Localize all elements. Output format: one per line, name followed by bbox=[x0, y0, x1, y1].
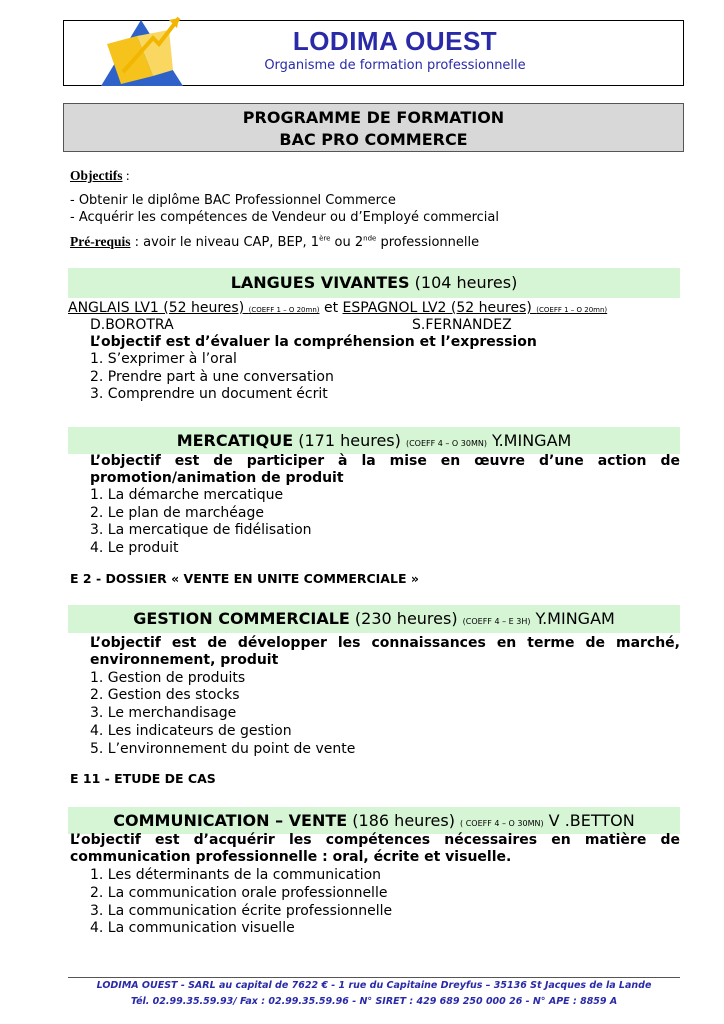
list-item: 4. La communication visuelle bbox=[90, 920, 295, 936]
prerequis-line: Pré-requis : avoir le niveau CAP, BEP, 1ère ou 2nde professionnelle bbox=[70, 234, 480, 250]
list-item: 1. La démarche mercatique bbox=[90, 487, 284, 503]
section-gestion-commerciale: GESTION COMMERCIALE (230 heures) (COEFF 4 – E 3H) Y.MINGAM bbox=[68, 605, 680, 633]
programme-subtitle: BAC PRO COMMERCE bbox=[279, 130, 468, 149]
list-item: 2. La communication orale professionnelle bbox=[90, 885, 388, 901]
list-item: 4. Les indicateurs de gestion bbox=[90, 723, 292, 739]
list-item: 3. Le merchandisage bbox=[90, 705, 237, 721]
list-item: 1. Gestion de produits bbox=[90, 670, 246, 686]
langues-objective: L’objectif est d’évaluer la compréhension et l’expression bbox=[90, 334, 537, 350]
section-mercatique: MERCATIQUE (171 heures) (COEFF 4 – O 30MN) Y.MINGAM bbox=[68, 427, 680, 454]
list-item: 3. La mercatique de fidélisation bbox=[90, 522, 312, 538]
objectif-item: - Obtenir le diplôme BAC Professionnel Commerce bbox=[70, 193, 396, 208]
langues-courses: ANGLAIS LV1 (52 heures) (COEFF 1 – O 20mn) et ESPAGNOL LV2 (52 heures) (COEFF 1 – O 20mn) bbox=[68, 300, 608, 316]
footer-address: LODIMA OUEST - SARL au capital de 7622 € - 1 rue du Capitaine Dreyfus – 35136 St Jacques de la Lande bbox=[96, 980, 652, 991]
list-item: 1. Les déterminants de la communication bbox=[90, 867, 382, 883]
teacher-name: S.FERNANDEZ bbox=[412, 317, 512, 333]
brand-title: LODIMA OUEST bbox=[292, 26, 498, 56]
exam-heading-e2: E 2 - DOSSIER « VENTE EN UNITE COMMERCIALE » bbox=[70, 571, 419, 586]
brand-tagline: Organisme de formation professionnelle bbox=[264, 58, 526, 73]
logo-icon bbox=[93, 14, 191, 86]
gestion-objective: L’objectif est de développer les connaissances en terme de marché, environnement, produit bbox=[90, 635, 680, 668]
programme-title: PROGRAMME DE FORMATION bbox=[242, 108, 505, 127]
objectifs-heading: Objectifs : bbox=[70, 168, 130, 183]
mercatique-objective: L’objectif est de participer à la mise en œuvre d’une action de promotion/animation de produit bbox=[90, 453, 680, 486]
section-langues-vivantes: LANGUES VIVANTES (104 heures) bbox=[68, 268, 680, 298]
objectif-item: - Acquérir les compétences de Vendeur ou d’Employé commercial bbox=[70, 210, 499, 225]
exam-heading-e11: E 11 - ETUDE DE CAS bbox=[70, 771, 216, 786]
section-communication-vente: COMMUNICATION – VENTE (186 heures) ( COEFF 4 – O 30MN) V .BETTON bbox=[68, 807, 680, 834]
list-item: 2. Le plan de marchéage bbox=[90, 505, 264, 521]
list-item: 1. S’exprimer à l’oral bbox=[90, 351, 237, 367]
footer-contact: Tél. 02.99.35.59.93/ Fax : 02.99.35.59.96 - N° SIRET : 429 689 250 000 26 - N° APE : 8859 A bbox=[130, 996, 618, 1007]
list-item: 2. Prendre part à une conversation bbox=[90, 369, 334, 385]
footer-divider bbox=[68, 977, 680, 978]
list-item: 2. Gestion des stocks bbox=[90, 687, 240, 703]
teacher-name: D.BOROTRA bbox=[90, 317, 174, 333]
communication-objective: L’objectif est d’acquérir les compétences nécessaires en matière de communication professionnelle : oral, écrite et visuelle. bbox=[70, 832, 680, 865]
list-item: 3. Comprendre un document écrit bbox=[90, 386, 328, 402]
list-item: 3. La communication écrite professionnelle bbox=[90, 903, 393, 919]
list-item: 4. Le produit bbox=[90, 540, 179, 556]
list-item: 5. L’environnement du point de vente bbox=[90, 741, 356, 757]
